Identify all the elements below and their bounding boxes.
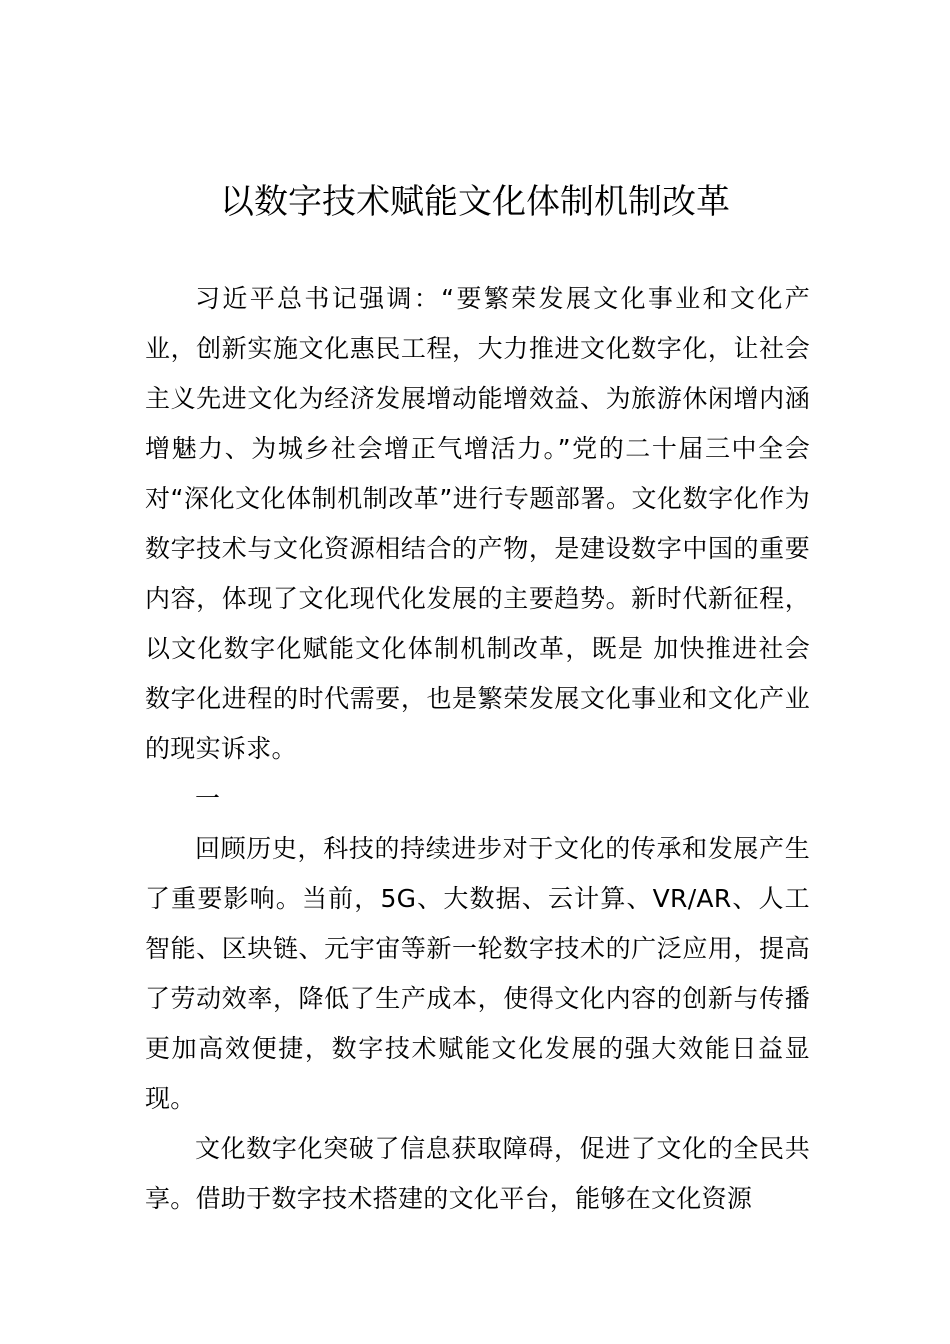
paragraph-intro: 习近平总书记强调：“要繁荣发展文化事业和文化产业，创新实施文化惠民工程，大力推进文化数字化，让社会主义先进文化为经济发展增动能增效益、为旅游休闲增内涵增魅力、为城乡社会增正气增活力。”党的二十届三中全会对“深化文化体制机制改革”进行专题部署。文化数字化作为数字技术与文化资源相结合的产物，是建设数字中国的重要内容，体现了文化现代化发展的主要趋势。新时代新征程，以文化数字化赋能文化体制机制改革，既是 加快推进社会数字化进程的时代需要，也是繁荣发展文化事业和文化产业的现实诉求。: [145, 284, 810, 763]
paragraph-digitalization: 文化数字化突破了信息获取障碍，促进了文化的全民共享。借助于数字技术搭建的文化平台，能够在文化资源: [145, 1134, 810, 1213]
section-number: 一: [195, 784, 221, 813]
document-body: [145, 274, 810, 1224]
document-title: 以数字技术赋能文化体制机制改革: [220, 182, 730, 222]
paragraph-history: 回顾历史，科技的持续进步对于文化的传承和发展产生了重要影响。当前，5G、大数据、云计算、VR/AR、人工智能、区块链、元宇宙等新一轮数字技术的广泛应用，提高了劳动效率，降低了生产成本，使得文化内容的创新与传播更加高效便捷，数字技术赋能文化发展的强大效能日益显现。: [145, 834, 810, 1113]
